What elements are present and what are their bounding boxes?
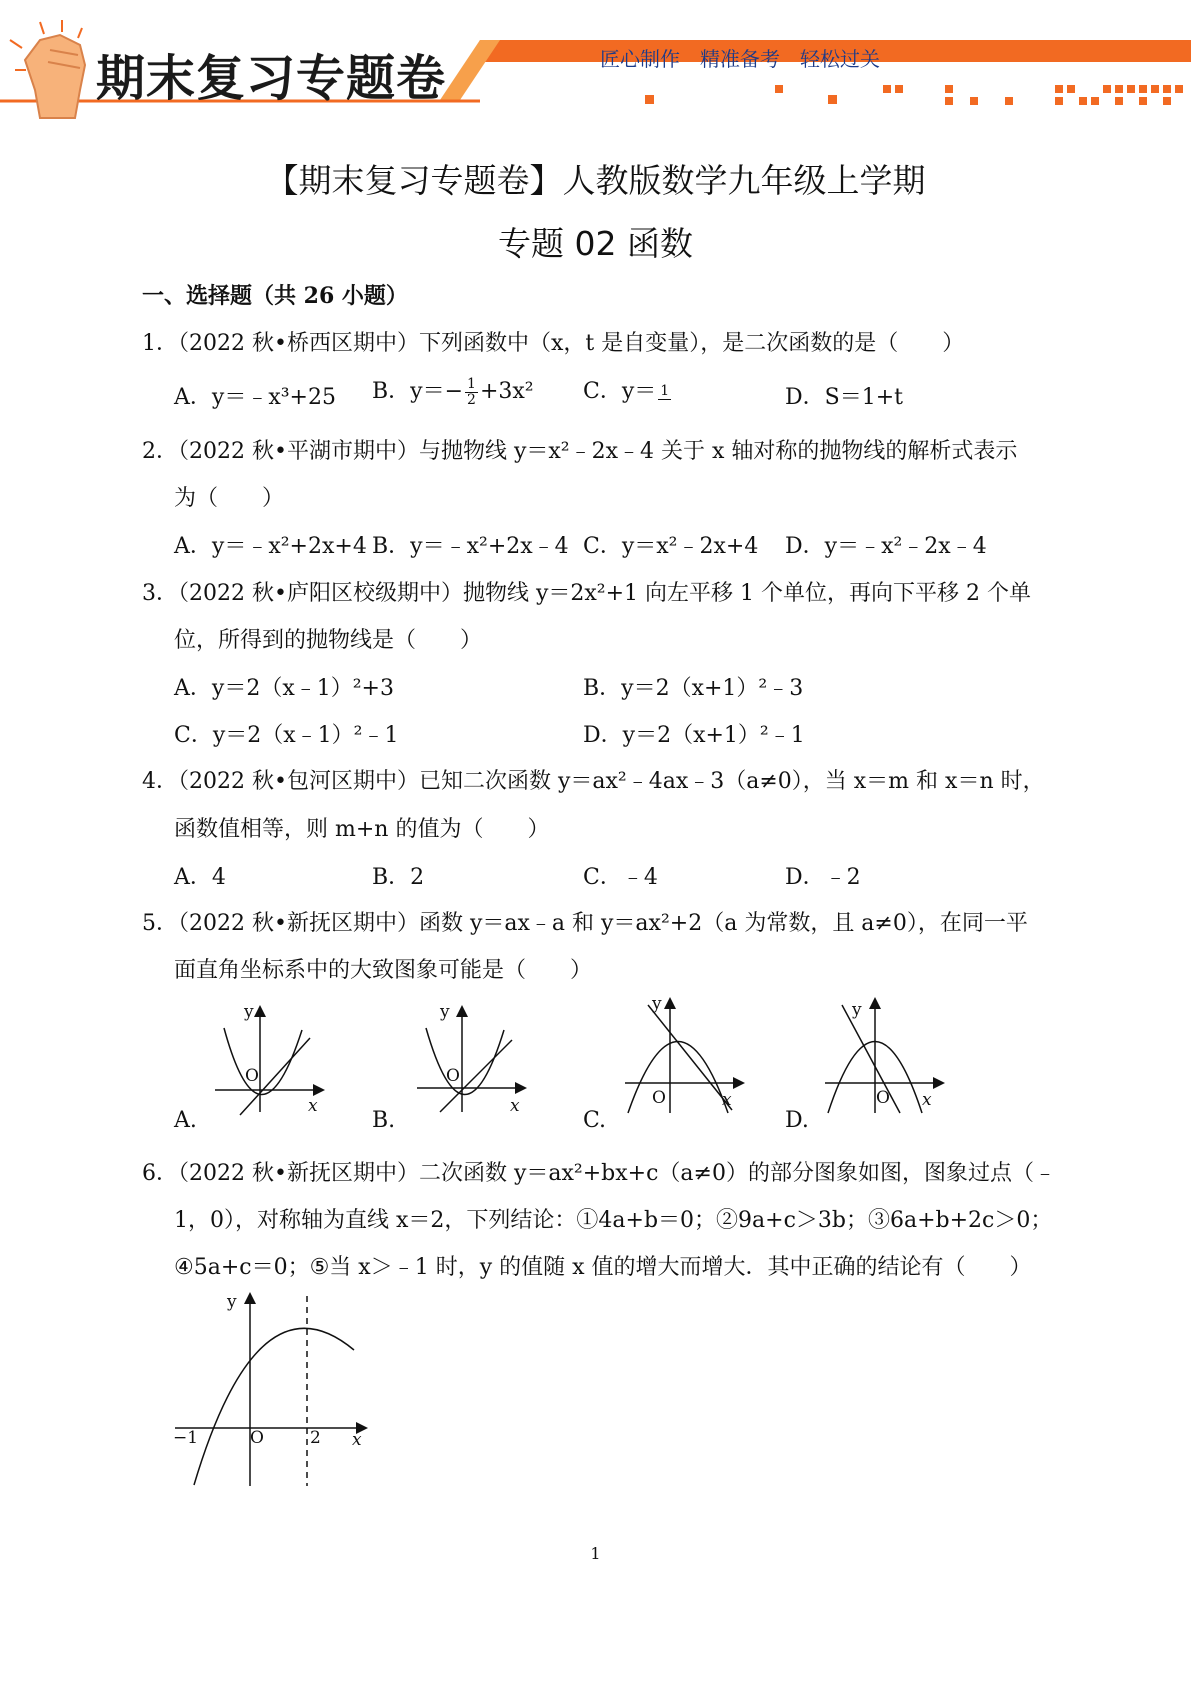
section-heading: 一、选择题（共 26 小题） (142, 283, 408, 309)
q2-stem-line1: 2．（2022 秋•平湖市期中）与抛物线 y＝x²﹣2x﹣4 关于 x 轴对称的抛物线的解析式表示 (142, 439, 1018, 464)
q2-option-c: C．y＝x²﹣2x+4 (583, 534, 759, 559)
q4-option-d: D．﹣2 (785, 865, 861, 890)
banner-title: 期末复习专题卷 (96, 50, 447, 107)
q1-b-denominator: 2 (467, 391, 476, 408)
q5-d-y-label: y (852, 1000, 862, 1020)
q1-option-b-prefix: B．y＝− (372, 379, 464, 404)
q2-option-a: A．y＝﹣x²+2x+4 (174, 534, 367, 559)
q4-option-a: A．4 (174, 865, 226, 890)
decorative-dots (645, 85, 1183, 105)
q5-a-x-label: x (308, 1096, 318, 1116)
q3-option-d: D．y＝2（x+1）²﹣1 (583, 723, 805, 748)
q5-c-origin: O (652, 1088, 666, 1108)
q1-option-c-prefix: C．y＝ (583, 379, 657, 404)
page-number: 1 (590, 1544, 601, 1563)
q2-option-b: B．y＝﹣x²+2x﹣4 (372, 534, 569, 559)
q6-stem-line3: ④5a+c＝0；⑤当 x＞﹣1 时，y 的值随 x 值的增大而增大．其中正确的结论有（ ） (174, 1255, 1032, 1280)
q2-stem-line2: 为（ ） (174, 486, 285, 511)
q3-option-c: C．y＝2（x﹣1）²﹣1 (174, 723, 399, 748)
q5-d-origin: O (876, 1088, 890, 1108)
q5-b-origin: O (446, 1066, 460, 1086)
q6-tick-2: 2 (310, 1428, 321, 1448)
q4-option-c: C．﹣4 (583, 865, 658, 890)
q3-option-a: A．y＝2（x﹣1）²+3 (174, 676, 394, 701)
q1-option-b-fraction (465, 377, 478, 408)
banner-slogan: 匠心制作 精准备考 轻松过关 (600, 47, 880, 71)
q5-label-b: B. (372, 1108, 396, 1133)
q6-graph (170, 1290, 370, 1490)
q1-option-b (372, 374, 534, 408)
q4-option-b: B．2 (372, 865, 425, 890)
q3-stem-line2: 位，所得到的抛物线是（ ） (174, 628, 483, 653)
q1-stem: 1．（2022 秋•桥西区期中）下列函数中（x，t 是自变量），是二次函数的是（ ） (142, 331, 965, 356)
q2-option-d: D．y＝﹣x²﹣2x﹣4 (785, 534, 987, 559)
q5-c-y-label: y (652, 994, 662, 1014)
q5-a-origin: O (245, 1066, 259, 1086)
q4-stem-line1: 4．（2022 秋•包河区期中）已知二次函数 y＝ax²﹣4ax﹣3（a≠0），当 x＝m 和 x＝n 时， (142, 769, 1045, 794)
q5-d-x-label: x (922, 1090, 932, 1110)
q5-b-y-label: y (440, 1002, 450, 1022)
q1-option-c-fraction (658, 384, 671, 400)
doc-subtitle: 专题 02 函数 (498, 224, 693, 263)
q6-stem-line2: 1，0），对称轴为直线 x＝2，下列结论：①4a+b＝0；②9a+c＞3b；③6a+b+2c＞0； (174, 1208, 1053, 1233)
q5-a-y-label: y (244, 1002, 254, 1022)
q5-stem-line2: 面直角坐标系中的大致图象可能是（ ） (174, 958, 593, 983)
q1-c-numerator: 1 (660, 383, 670, 399)
q3-option-b: B．y＝2（x+1）²﹣3 (583, 676, 804, 701)
q6-tick-neg1: −1 (173, 1428, 199, 1448)
doc-title: 【期末复习专题卷】人教版数学九年级上学期 (265, 161, 926, 200)
q5-label-a: A. (174, 1108, 197, 1133)
q5-stem-line1: 5．（2022 秋•新抚区期中）函数 y＝ax﹣a 和 y＝ax²+2（a 为常数，且 a≠0），在同一平 (142, 911, 1028, 936)
q5-label-d: D. (785, 1108, 809, 1133)
q6-x-label: x (352, 1430, 362, 1450)
q6-origin: O (250, 1428, 264, 1448)
q1-option-a: A．y＝﹣x³+25 (174, 385, 336, 410)
q5-b-x-label: x (510, 1096, 520, 1116)
q6-y-label: y (227, 1292, 237, 1312)
q5-label-c: C. (583, 1108, 607, 1133)
q1-b-numerator: 1 (467, 375, 476, 392)
q1-option-c (583, 374, 673, 405)
q6-stem-line1: 6．（2022 秋•新抚区期中）二次函数 y＝ax²+bx+c（a≠0）的部分图象如图，图象过点（﹣ (142, 1161, 1056, 1186)
fist-icon (10, 20, 85, 118)
q4-stem-line2: 函数值相等，则 m+n 的值为（ ） (174, 817, 550, 842)
header-banner (0, 0, 1191, 120)
q1-option-d: D．S＝1+t (785, 385, 903, 410)
q1-option-b-suffix: +3x² (479, 379, 534, 404)
q3-stem-line1: 3．（2022 秋•庐阳区校级期中）抛物线 y＝2x²+1 向左平移 1 个单位，再向下平移 2 个单 (142, 581, 1031, 606)
q5-c-x-label: x (722, 1090, 732, 1110)
